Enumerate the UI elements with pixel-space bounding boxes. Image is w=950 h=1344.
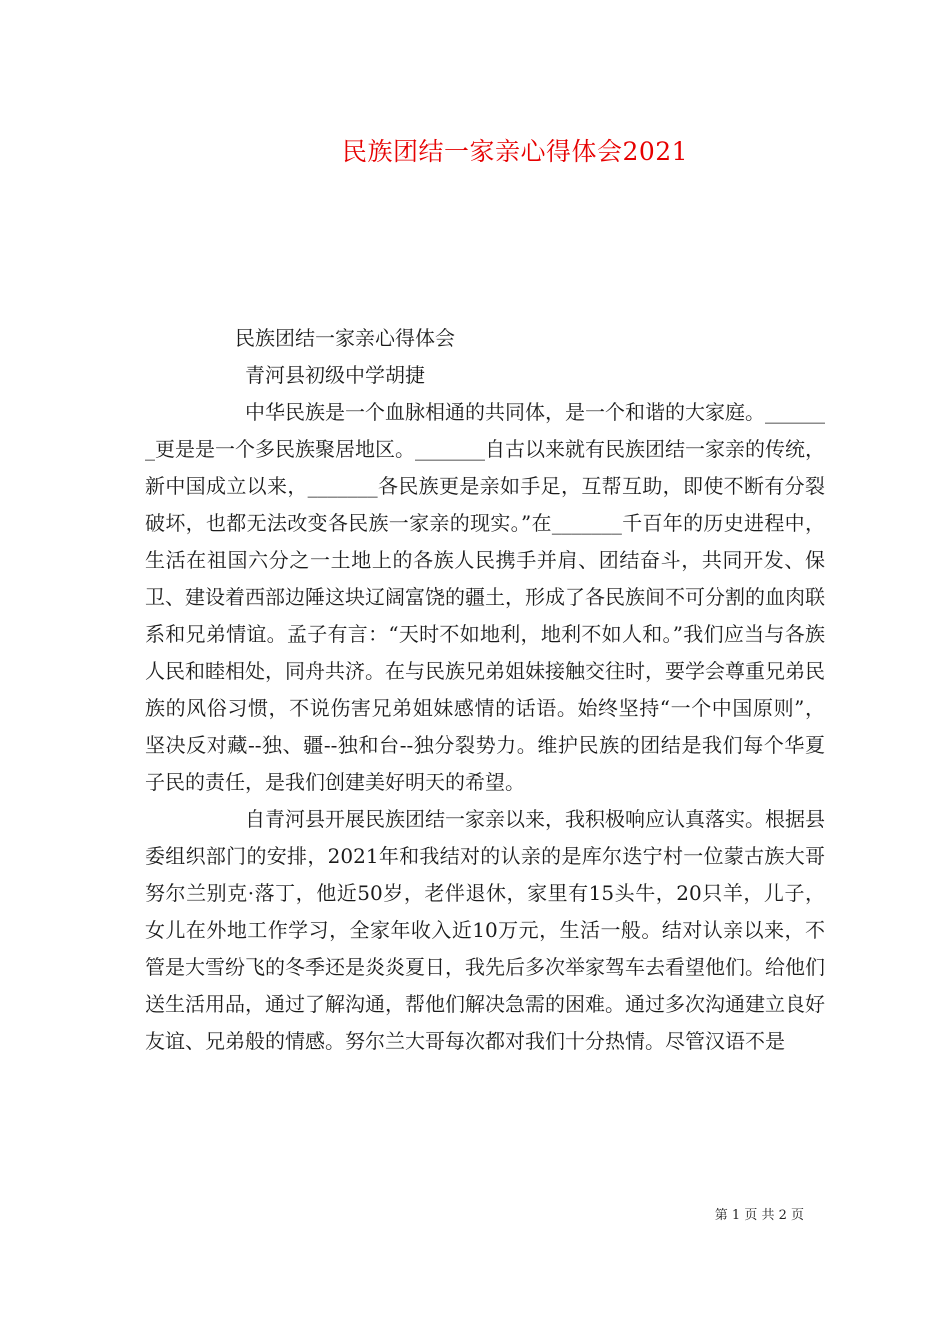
body-paragraph: 中华民族是一个血脉相通的共同体，是一个和谐的大家庭。_______更是是一个多民族聚居地区。_______自古以来就有民族团结一家亲的传统，新中国成立以来，_______各民族更是亲如手足，互帮互助，即使不断有分裂破坏，也都无法改变各民族一家亲的现实。”在_______千百年的历史进程中，生活在祖国六分之一土地上的各族人民携手并肩、团结奋斗，共同开发、保卫、建设着西部边陲这块辽阔富饶的疆土，形成了各民族间不可分割的血肉联系和兄弟情谊。孟子有言：“天时不如地利，地利不如人和。”我们应当与各族人民和睦相处，同舟共济。在与民族兄弟姐妹接触交往时，要学会尊重兄弟民族的风俗习惯，不说伤害兄弟姐妹感情的话语。始终坚持“一个中国原则”，坚决反对藏--独、疆--独和台--独分裂势力。维护民族的团结是我们每个华夏子民的责任，是我们创建美好明天的希望。 (145, 400, 825, 794)
document-body (145, 320, 825, 1060)
article-subtitle: 民族团结一家亲心得体会 (235, 326, 455, 350)
article-author: 青河县初级中学胡捷 (245, 363, 425, 387)
page-number: 第 1 页 共 2 页 (714, 1208, 804, 1223)
body-paragraph: 自青河县开展民族团结一家亲以来，我积极响应认真落实。根据县委组织部门的安排，2021年和我结对的认亲的是库尔迭宁村一位蒙古族大哥努尔兰别克·落丁，他近50岁，老伴退休，家里有15头牛，20只羊，儿子，女儿在外地工作学习，全家年收入近10万元，生活一般。结对认亲以来，不管是大雪纷飞的冬季还是炎炎夏日，我先后多次举家驾车去看望他们。给他们送生活用品，通过了解沟通，帮他们解决急需的困难。通过多次沟通建立良好友谊、兄弟般的情感。努尔兰大哥每次都对我们十分热情。尽管汉语不是 (145, 807, 825, 1053)
document-title: 民族团结一家亲心得体会2021 (341, 137, 689, 166)
